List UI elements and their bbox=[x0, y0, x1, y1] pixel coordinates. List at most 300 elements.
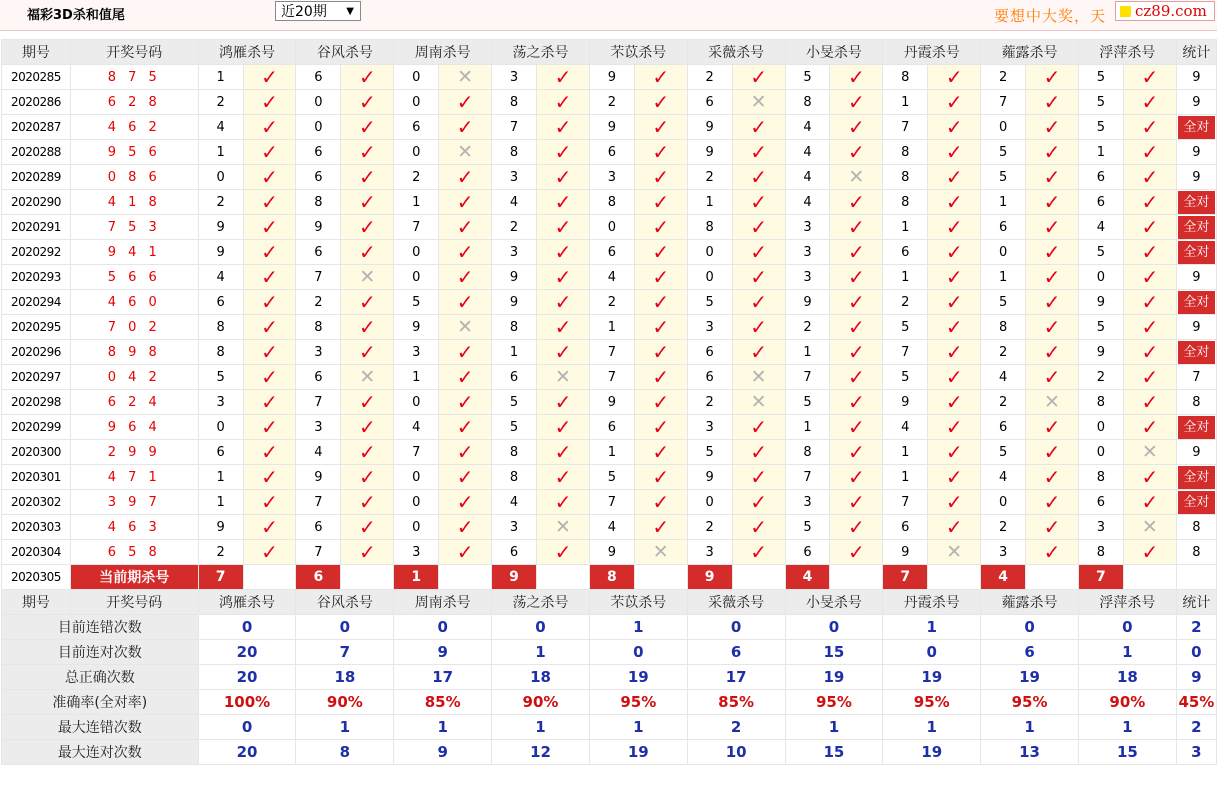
summary-label: 总正确次数 bbox=[2, 665, 199, 690]
result-cell bbox=[341, 315, 394, 340]
kill-number: 5 bbox=[492, 415, 537, 440]
check-icon: ✓ bbox=[358, 189, 376, 214]
kill-number: 1 bbox=[785, 340, 830, 365]
kill-number: 7 bbox=[883, 115, 928, 140]
check-icon: ✓ bbox=[1043, 239, 1061, 264]
cross-icon: ✕ bbox=[359, 265, 376, 288]
result-cell bbox=[341, 140, 394, 165]
cross-icon: ✕ bbox=[1044, 390, 1060, 413]
cross-icon: ✕ bbox=[554, 515, 571, 538]
result-cell bbox=[928, 490, 981, 515]
kill-number: 6 bbox=[492, 540, 537, 565]
result-cell bbox=[537, 65, 590, 90]
result-cell bbox=[243, 315, 296, 340]
kill-number: 0 bbox=[394, 265, 439, 290]
summary-value: 19 bbox=[589, 665, 687, 690]
check-icon: ✓ bbox=[945, 264, 963, 289]
kill-number: 0 bbox=[198, 165, 243, 190]
result-cell bbox=[243, 165, 296, 190]
check-icon: ✓ bbox=[1043, 539, 1061, 564]
check-icon: ✓ bbox=[261, 289, 278, 314]
summary-value: 18 bbox=[1078, 665, 1176, 690]
result-cell bbox=[1123, 415, 1176, 440]
check-icon: ✓ bbox=[848, 264, 865, 289]
result-cell bbox=[341, 490, 394, 515]
result-cell bbox=[1123, 465, 1176, 490]
result-cell bbox=[341, 265, 394, 290]
check-icon: ✓ bbox=[652, 139, 670, 164]
period-cell: 2020304 bbox=[2, 540, 71, 565]
check-icon: ✓ bbox=[261, 89, 278, 114]
col-expert: 小旻杀号 bbox=[785, 590, 883, 615]
result-cell bbox=[1123, 515, 1176, 540]
kill-number: 3 bbox=[394, 540, 439, 565]
check-icon: ✓ bbox=[358, 389, 376, 414]
check-icon: ✓ bbox=[945, 439, 963, 464]
check-icon: ✓ bbox=[456, 539, 474, 564]
kill-number: 5 bbox=[785, 65, 830, 90]
result-cell bbox=[634, 190, 687, 215]
summary-row bbox=[2, 740, 1217, 765]
result-cell bbox=[243, 340, 296, 365]
summary-value: 19 bbox=[589, 740, 687, 765]
check-icon: ✓ bbox=[554, 214, 572, 239]
all-right-badge: 全对 bbox=[1178, 216, 1215, 239]
result-cell bbox=[1026, 240, 1079, 265]
result-cell bbox=[1026, 265, 1079, 290]
summary-row bbox=[2, 665, 1217, 690]
logo-square-icon bbox=[1120, 6, 1131, 17]
kill-number: 3 bbox=[296, 340, 341, 365]
result-cell bbox=[1026, 65, 1079, 90]
result-cell bbox=[537, 490, 590, 515]
result-cell bbox=[732, 415, 785, 440]
result-cell bbox=[830, 340, 883, 365]
kill-number: 9 bbox=[198, 240, 243, 265]
check-icon: ✓ bbox=[1141, 364, 1159, 389]
check-icon: ✓ bbox=[652, 64, 670, 89]
check-icon: ✓ bbox=[1141, 314, 1159, 339]
summary-value: 18 bbox=[296, 665, 394, 690]
stat-cell bbox=[1176, 415, 1216, 440]
result-cell bbox=[537, 215, 590, 240]
check-icon: ✓ bbox=[848, 289, 865, 314]
period-cell: 2020299 bbox=[2, 415, 71, 440]
kill-number: 1 bbox=[981, 190, 1026, 215]
check-icon: ✓ bbox=[652, 239, 670, 264]
check-icon: ✓ bbox=[750, 314, 767, 339]
all-right-badge: 全对 bbox=[1178, 341, 1215, 364]
table-row bbox=[2, 365, 1217, 390]
kill-number: 3 bbox=[687, 415, 732, 440]
kill-number: 6 bbox=[981, 215, 1026, 240]
all-right-badge: 全对 bbox=[1178, 416, 1215, 439]
check-icon: ✓ bbox=[945, 489, 963, 514]
kill-number: 6 bbox=[687, 90, 732, 115]
cross-icon: ✕ bbox=[848, 165, 865, 188]
check-icon: ✓ bbox=[652, 289, 670, 314]
check-icon: ✓ bbox=[261, 164, 278, 189]
summary-value: 18 bbox=[492, 665, 590, 690]
kill-number: 3 bbox=[687, 540, 732, 565]
check-icon: ✓ bbox=[456, 214, 474, 239]
cross-icon: ✕ bbox=[554, 365, 571, 388]
kill-number: 6 bbox=[589, 140, 634, 165]
draw-cell: 4 6 2 bbox=[70, 115, 198, 140]
kill-number: 4 bbox=[785, 165, 830, 190]
summary-value: 0 bbox=[394, 615, 492, 640]
stat-cell bbox=[1176, 465, 1216, 490]
marquee-text: 要想中大奖，天 bbox=[994, 7, 1107, 25]
kill-number: 0 bbox=[981, 240, 1026, 265]
result-cell bbox=[537, 340, 590, 365]
check-icon: ✓ bbox=[848, 139, 865, 164]
summary-value: 19 bbox=[883, 740, 981, 765]
check-icon: ✓ bbox=[848, 314, 865, 339]
kill-number: 0 bbox=[394, 90, 439, 115]
kill-number: 4 bbox=[1078, 215, 1123, 240]
check-icon: ✓ bbox=[261, 264, 278, 289]
kill-number: 7 bbox=[883, 340, 928, 365]
result-cell bbox=[1123, 240, 1176, 265]
kill-number: 8 bbox=[492, 90, 537, 115]
result-cell bbox=[928, 290, 981, 315]
result-cell bbox=[732, 165, 785, 190]
summary-value: 15 bbox=[785, 640, 883, 665]
kill-number: 1 bbox=[883, 215, 928, 240]
summary-value: 85% bbox=[394, 690, 492, 715]
col-expert: 荡之杀号 bbox=[492, 590, 590, 615]
check-icon: ✓ bbox=[554, 264, 572, 289]
kill-number: 5 bbox=[1078, 65, 1123, 90]
check-icon: ✓ bbox=[652, 339, 670, 364]
draw-cell: 5 6 6 bbox=[70, 265, 198, 290]
result-cell bbox=[243, 65, 296, 90]
period-cell: 2020298 bbox=[2, 390, 71, 415]
all-right-badge: 全对 bbox=[1178, 241, 1215, 264]
kill-number: 0 bbox=[1078, 415, 1123, 440]
period-cell: 2020287 bbox=[2, 115, 71, 140]
kill-number: 1 bbox=[883, 90, 928, 115]
table-row bbox=[2, 465, 1217, 490]
check-icon: ✓ bbox=[554, 314, 572, 339]
table-row bbox=[2, 115, 1217, 140]
kill-number: 5 bbox=[981, 140, 1026, 165]
summary-stat: 9 bbox=[1176, 665, 1216, 690]
kill-number: 3 bbox=[1078, 515, 1123, 540]
result-cell bbox=[634, 390, 687, 415]
period-cell: 2020294 bbox=[2, 290, 71, 315]
result-cell bbox=[439, 465, 492, 490]
result-cell bbox=[341, 215, 394, 240]
kill-number: 2 bbox=[1078, 365, 1123, 390]
check-icon: ✓ bbox=[848, 89, 865, 114]
kill-number: 4 bbox=[589, 515, 634, 540]
draw-cell: 9 4 1 bbox=[70, 240, 198, 265]
summary-value: 7 bbox=[296, 640, 394, 665]
stat-cell: 9 bbox=[1176, 165, 1216, 190]
col-expert: 鸿雁杀号 bbox=[198, 590, 296, 615]
summary-value: 1 bbox=[589, 615, 687, 640]
kill-number: 4 bbox=[883, 415, 928, 440]
check-icon: ✓ bbox=[456, 114, 474, 139]
result-cell bbox=[634, 215, 687, 240]
result-cell bbox=[634, 490, 687, 515]
result-cell bbox=[537, 515, 590, 540]
check-icon: ✓ bbox=[1043, 489, 1061, 514]
summary-value: 1 bbox=[883, 715, 981, 740]
result-cell bbox=[634, 365, 687, 390]
check-icon: ✓ bbox=[554, 539, 572, 564]
check-icon: ✓ bbox=[456, 514, 474, 539]
result-cell bbox=[830, 515, 883, 540]
kill-number: 2 bbox=[492, 215, 537, 240]
kill-number: 9 bbox=[492, 290, 537, 315]
result-cell bbox=[830, 465, 883, 490]
result-cell bbox=[1123, 390, 1176, 415]
col-expert: 谷风杀号 bbox=[296, 590, 394, 615]
check-icon: ✓ bbox=[652, 189, 670, 214]
current-kill: 7 bbox=[1078, 565, 1123, 590]
check-icon: ✓ bbox=[554, 439, 572, 464]
check-icon: ✓ bbox=[1043, 89, 1061, 114]
kill-number: 6 bbox=[785, 540, 830, 565]
check-icon: ✓ bbox=[848, 514, 865, 539]
kill-number: 5 bbox=[589, 465, 634, 490]
draw-cell: 3 9 7 bbox=[70, 490, 198, 515]
col-expert: 小旻杀号 bbox=[785, 40, 883, 65]
current-kill: 6 bbox=[296, 565, 341, 590]
result-cell bbox=[243, 415, 296, 440]
kill-number: 1 bbox=[589, 440, 634, 465]
result-cell bbox=[341, 365, 394, 390]
check-icon: ✓ bbox=[1043, 439, 1061, 464]
check-icon: ✓ bbox=[1043, 114, 1061, 139]
cross-icon: ✕ bbox=[750, 390, 767, 413]
summary-label: 目前连对次数 bbox=[2, 640, 199, 665]
result-cell bbox=[243, 465, 296, 490]
check-icon: ✓ bbox=[1141, 489, 1159, 514]
cross-icon: ✕ bbox=[750, 90, 767, 113]
kill-number: 8 bbox=[1078, 390, 1123, 415]
result-cell bbox=[341, 540, 394, 565]
summary-value: 1 bbox=[883, 615, 981, 640]
result-cell bbox=[439, 315, 492, 340]
result-cell bbox=[341, 290, 394, 315]
check-icon: ✓ bbox=[652, 89, 670, 114]
kill-number: 1 bbox=[687, 190, 732, 215]
top-bar bbox=[0, 0, 1217, 31]
check-icon: ✓ bbox=[554, 239, 572, 264]
check-icon: ✓ bbox=[750, 164, 767, 189]
kill-number: 7 bbox=[589, 340, 634, 365]
kill-number: 8 bbox=[785, 440, 830, 465]
check-icon: ✓ bbox=[261, 339, 278, 364]
stat-cell bbox=[1176, 215, 1216, 240]
result-cell bbox=[537, 165, 590, 190]
kill-number: 0 bbox=[1078, 440, 1123, 465]
kill-number: 8 bbox=[883, 190, 928, 215]
check-icon: ✓ bbox=[652, 314, 670, 339]
summary-value: 19 bbox=[785, 665, 883, 690]
result-cell bbox=[928, 440, 981, 465]
result-cell bbox=[1026, 465, 1079, 490]
check-icon: ✓ bbox=[652, 464, 670, 489]
check-icon: ✓ bbox=[554, 139, 572, 164]
summary-label: 目前连错次数 bbox=[2, 615, 199, 640]
kill-number: 7 bbox=[589, 365, 634, 390]
result-cell bbox=[732, 290, 785, 315]
kill-number: 6 bbox=[198, 440, 243, 465]
summary-value: 20 bbox=[198, 640, 296, 665]
table-row bbox=[2, 140, 1217, 165]
check-icon: ✓ bbox=[358, 239, 376, 264]
kill-number: 9 bbox=[687, 140, 732, 165]
check-icon: ✓ bbox=[750, 514, 767, 539]
kill-number: 6 bbox=[296, 240, 341, 265]
result-cell bbox=[341, 65, 394, 90]
result-cell bbox=[537, 240, 590, 265]
result-cell bbox=[243, 290, 296, 315]
result-cell bbox=[243, 365, 296, 390]
result-cell bbox=[341, 415, 394, 440]
col-period: 期号 bbox=[2, 40, 71, 65]
summary-value: 15 bbox=[1078, 740, 1176, 765]
check-icon: ✓ bbox=[1043, 139, 1061, 164]
table-row bbox=[2, 190, 1217, 215]
kill-number: 3 bbox=[198, 390, 243, 415]
check-icon: ✓ bbox=[358, 214, 376, 239]
check-icon: ✓ bbox=[456, 239, 474, 264]
kill-table bbox=[1, 39, 1217, 765]
summary-value: 0 bbox=[883, 640, 981, 665]
check-icon: ✓ bbox=[554, 414, 572, 439]
check-icon: ✓ bbox=[848, 364, 865, 389]
result-cell bbox=[1026, 390, 1079, 415]
check-icon: ✓ bbox=[261, 364, 278, 389]
result-cell bbox=[341, 115, 394, 140]
kill-number: 8 bbox=[296, 190, 341, 215]
kill-number: 9 bbox=[687, 465, 732, 490]
result-cell bbox=[634, 290, 687, 315]
draw-cell: 4 6 3 bbox=[70, 515, 198, 540]
check-icon: ✓ bbox=[1141, 114, 1159, 139]
current-empty bbox=[439, 565, 492, 590]
period-range-select[interactable] bbox=[275, 1, 361, 21]
result-cell bbox=[439, 115, 492, 140]
kill-number: 5 bbox=[687, 290, 732, 315]
result-cell bbox=[928, 365, 981, 390]
kill-number: 5 bbox=[785, 390, 830, 415]
kill-number: 0 bbox=[296, 115, 341, 140]
summary-value: 0 bbox=[198, 715, 296, 740]
summary-value: 20 bbox=[198, 665, 296, 690]
result-cell bbox=[634, 265, 687, 290]
check-icon: ✓ bbox=[554, 89, 572, 114]
result-cell bbox=[634, 540, 687, 565]
check-icon: ✓ bbox=[945, 339, 963, 364]
site-logo[interactable] bbox=[1115, 1, 1215, 21]
check-icon: ✓ bbox=[652, 214, 670, 239]
check-icon: ✓ bbox=[750, 139, 767, 164]
check-icon: ✓ bbox=[945, 289, 963, 314]
kill-number: 5 bbox=[1078, 90, 1123, 115]
result-cell bbox=[537, 115, 590, 140]
check-icon: ✓ bbox=[358, 89, 376, 114]
check-icon: ✓ bbox=[1141, 139, 1159, 164]
result-cell bbox=[1026, 115, 1079, 140]
draw-cell: 4 7 1 bbox=[70, 465, 198, 490]
kill-number: 1 bbox=[198, 490, 243, 515]
kill-number: 8 bbox=[296, 315, 341, 340]
kill-number: 2 bbox=[981, 65, 1026, 90]
result-cell bbox=[439, 290, 492, 315]
kill-number: 6 bbox=[1078, 165, 1123, 190]
summary-value: 0 bbox=[1078, 615, 1176, 640]
result-cell bbox=[830, 315, 883, 340]
result-cell bbox=[1026, 365, 1079, 390]
check-icon: ✓ bbox=[554, 114, 572, 139]
kill-number: 3 bbox=[296, 415, 341, 440]
check-icon: ✓ bbox=[1043, 339, 1061, 364]
check-icon: ✓ bbox=[750, 339, 767, 364]
check-icon: ✓ bbox=[1141, 89, 1159, 114]
kill-number: 5 bbox=[981, 440, 1026, 465]
kill-number: 9 bbox=[589, 115, 634, 140]
check-icon: ✓ bbox=[652, 439, 670, 464]
kill-number: 2 bbox=[687, 65, 732, 90]
kill-number: 4 bbox=[492, 490, 537, 515]
result-cell bbox=[732, 440, 785, 465]
result-cell bbox=[732, 490, 785, 515]
kill-number: 2 bbox=[589, 290, 634, 315]
check-icon: ✓ bbox=[750, 214, 767, 239]
kill-number: 2 bbox=[687, 390, 732, 415]
col-expert: 芣苡杀号 bbox=[589, 40, 687, 65]
result-cell bbox=[1026, 490, 1079, 515]
current-kill: 7 bbox=[883, 565, 928, 590]
result-cell bbox=[1123, 65, 1176, 90]
check-icon: ✓ bbox=[1043, 514, 1061, 539]
kill-number: 1 bbox=[394, 190, 439, 215]
kill-number: 8 bbox=[883, 65, 928, 90]
summary-value: 95% bbox=[785, 690, 883, 715]
cross-icon: ✕ bbox=[359, 365, 376, 388]
period-cell: 2020289 bbox=[2, 165, 71, 190]
kill-number: 4 bbox=[981, 465, 1026, 490]
col-expert: 采薇杀号 bbox=[687, 40, 785, 65]
result-cell bbox=[1123, 440, 1176, 465]
check-icon: ✓ bbox=[554, 339, 572, 364]
kill-number: 0 bbox=[687, 265, 732, 290]
summary-value: 85% bbox=[687, 690, 785, 715]
check-icon: ✓ bbox=[456, 364, 474, 389]
summary-value: 10 bbox=[687, 740, 785, 765]
kill-number: 9 bbox=[589, 65, 634, 90]
result-cell bbox=[1123, 90, 1176, 115]
summary-stat: 2 bbox=[1176, 615, 1216, 640]
kill-number: 0 bbox=[981, 115, 1026, 140]
check-icon: ✓ bbox=[750, 464, 767, 489]
summary-value: 1 bbox=[296, 715, 394, 740]
kill-number: 6 bbox=[981, 415, 1026, 440]
kill-number: 2 bbox=[981, 515, 1026, 540]
check-icon: ✓ bbox=[750, 64, 767, 89]
kill-number: 7 bbox=[296, 540, 341, 565]
result-cell bbox=[830, 490, 883, 515]
kill-number: 0 bbox=[687, 490, 732, 515]
page-title: 福彩3D杀和值尾 bbox=[27, 8, 125, 23]
